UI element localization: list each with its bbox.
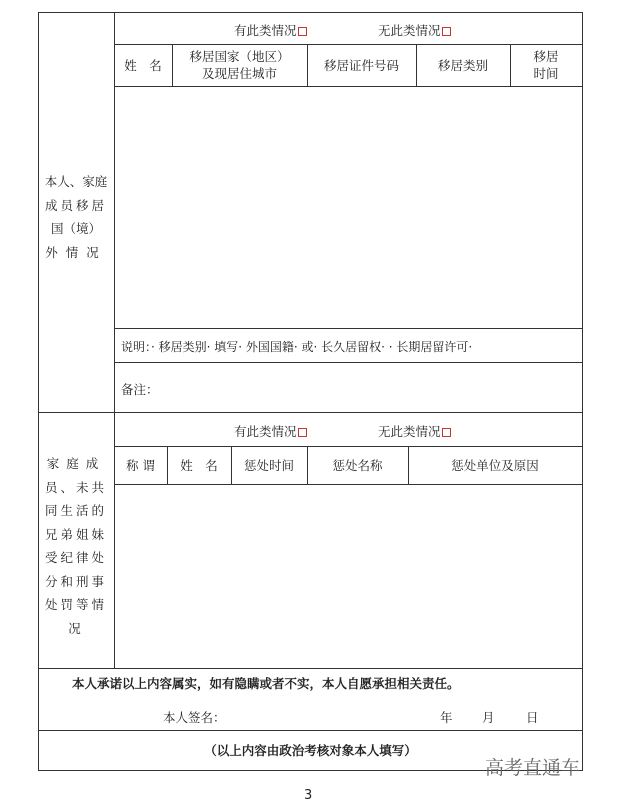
- label-line: 家庭成: [46, 456, 106, 471]
- divider: [114, 86, 582, 87]
- form-table: [38, 12, 583, 771]
- day-label: 日: [526, 710, 539, 725]
- col-header: 移居 时间: [533, 49, 559, 81]
- label-line: 况: [68, 620, 84, 636]
- checkbox[interactable]: [442, 428, 451, 437]
- col-header: 惩处名称: [332, 457, 383, 473]
- col-header: 惩处单位及原因: [451, 457, 539, 473]
- checkbox[interactable]: [298, 27, 307, 36]
- has-case-label: 有此类情况: [234, 424, 297, 439]
- label-line: 成员移居: [44, 197, 107, 213]
- label-line: 处罚等情: [44, 597, 107, 612]
- col-header: 移居证件号码: [323, 57, 399, 73]
- col-header: 姓 名: [180, 457, 218, 473]
- col-header: 姓 名: [124, 57, 162, 73]
- signature-label: 本人签名：: [163, 710, 226, 725]
- label-line: 分和刑事: [44, 573, 107, 589]
- divider: [114, 12, 115, 668]
- label-line: 受纪律处: [44, 550, 107, 565]
- divider: [38, 412, 582, 413]
- has-case-option[interactable]: [234, 21, 307, 39]
- month-label: 月: [482, 710, 495, 725]
- divider: [38, 668, 582, 669]
- divider: [114, 328, 582, 329]
- watermark: 高考直通车: [485, 757, 581, 779]
- has-case-label: 有此类情况: [234, 23, 297, 38]
- label-line: 同生活的: [44, 503, 107, 518]
- label-line: 本人、家庭: [44, 174, 108, 189]
- no-case-option[interactable]: [378, 422, 451, 440]
- checkbox[interactable]: [298, 428, 307, 437]
- section2-label: [38, 452, 114, 640]
- has-case-option[interactable]: [234, 422, 307, 440]
- note-text: 说明：· 移居类别· 填写· 外国国籍· 或· 长久居留权· · 长期居留许可·: [121, 340, 473, 354]
- checkbox[interactable]: [442, 27, 451, 36]
- footer-note: （以上内容由政治考核对象本人填写）: [204, 742, 417, 758]
- page-number: 3: [304, 788, 313, 803]
- col-header: 移居国家（地区） 及现居住城市: [189, 49, 290, 81]
- divider: [114, 362, 582, 363]
- label-line: 外情况: [45, 244, 107, 260]
- col-header: 移居类别: [437, 57, 488, 73]
- label-line: 员、未共: [44, 479, 107, 495]
- label-line: 国（境）: [50, 221, 101, 236]
- col-header: 称 谓: [126, 457, 155, 473]
- divider: [114, 484, 582, 485]
- remark-label: 备注：: [121, 382, 159, 397]
- label-line: 兄弟姐妹: [44, 526, 107, 542]
- year-label: 年: [440, 710, 453, 725]
- col-header: 惩处时间: [243, 457, 294, 473]
- no-case-label: 无此类情况: [378, 424, 441, 439]
- no-case-option[interactable]: [378, 21, 451, 39]
- commitment-text: 本人承诺以上内容属实，如有隐瞒或者不实，本人自愿承担相关责任。: [72, 676, 460, 691]
- section1-label: [38, 170, 114, 264]
- no-case-label: 无此类情况: [378, 23, 441, 38]
